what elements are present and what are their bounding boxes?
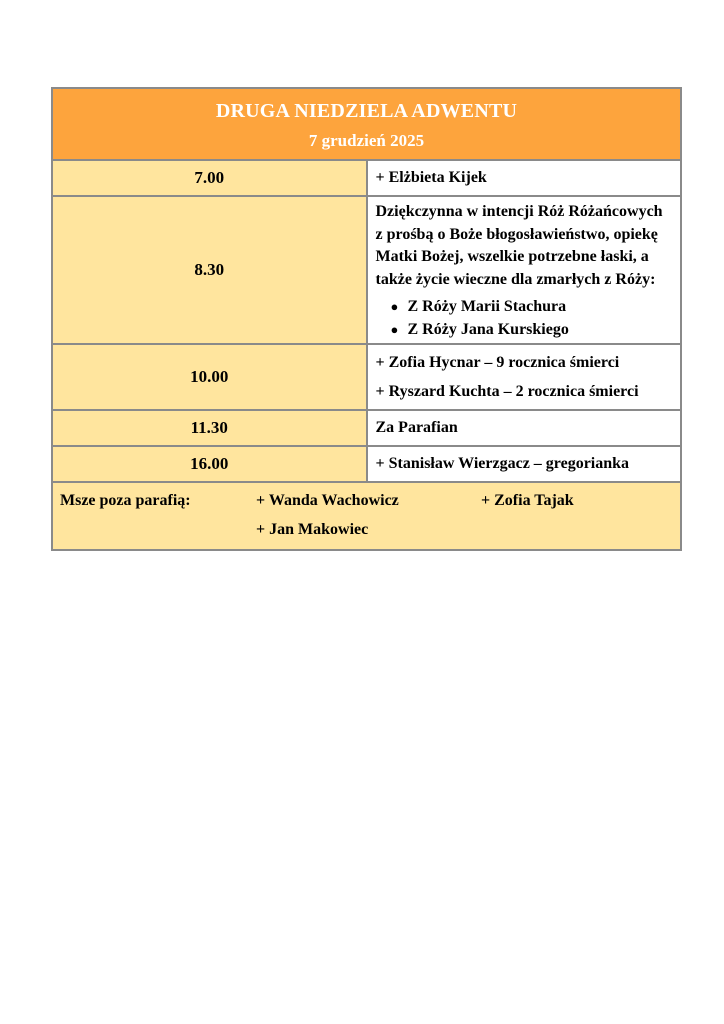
list-item [390, 295, 673, 318]
mass-intention: + Ryszard Kuchta – 2 rocznica śmierci [375, 383, 639, 400]
mass-row-700 [52, 160, 681, 196]
bullet-icon: ● [390, 322, 399, 337]
header-cell [52, 88, 681, 160]
mass-row-830 [52, 196, 681, 344]
header-row [52, 88, 681, 160]
mass-time: 16.00 [52, 446, 367, 482]
page-title: DRUGA NIEDZIELA ADWENTU [215, 100, 518, 122]
mass-intention: + Zofia Hycnar – 9 rocznica śmierci [375, 354, 620, 371]
mass-intention: Za Parafian [367, 410, 682, 446]
list-item-text: Z Róży Marii Stachura [407, 298, 567, 315]
bullet-icon: ● [390, 299, 399, 314]
mass-intention: + Stanisław Wierzgacz – gregorianka [367, 446, 682, 482]
mass-row-1600 [52, 446, 681, 482]
outside-parish-row [52, 482, 681, 550]
mass-time: 11.30 [52, 410, 367, 446]
mass-row-1130 [52, 410, 681, 446]
list-item-text: Z Róży Jana Kurskiego [407, 321, 569, 338]
outside-parish-item: + Jan Makowiec [256, 521, 369, 538]
mass-time: 8.30 [52, 196, 367, 344]
mass-intention-group [367, 196, 682, 344]
page-date: 7 grudzień 2025 [308, 131, 425, 150]
mass-intention: + Elżbieta Kijek [367, 160, 682, 196]
rosary-list [376, 295, 673, 341]
mass-intention-text: Dziękczynna w intencji Róż Różańcowych z prośbą o Boże błogosławieństwo, opiekę Matki Bożej, wszelkie potrzebne łaski, a także życie wieczne dla zmarłych z Róży: [375, 203, 663, 288]
mass-time: 7.00 [52, 160, 367, 196]
outside-parish-label: Msze poza parafią: [60, 492, 191, 509]
list-item [390, 318, 673, 341]
outside-parish-cell [52, 482, 681, 550]
mass-intention-group [367, 344, 682, 410]
outside-parish-item: + Zofia Tajak [481, 492, 574, 509]
mass-time: 10.00 [52, 344, 367, 410]
outside-parish-item: + Wanda Wachowicz [256, 492, 399, 509]
mass-schedule-table [51, 87, 682, 551]
mass-row-1000 [52, 344, 681, 410]
